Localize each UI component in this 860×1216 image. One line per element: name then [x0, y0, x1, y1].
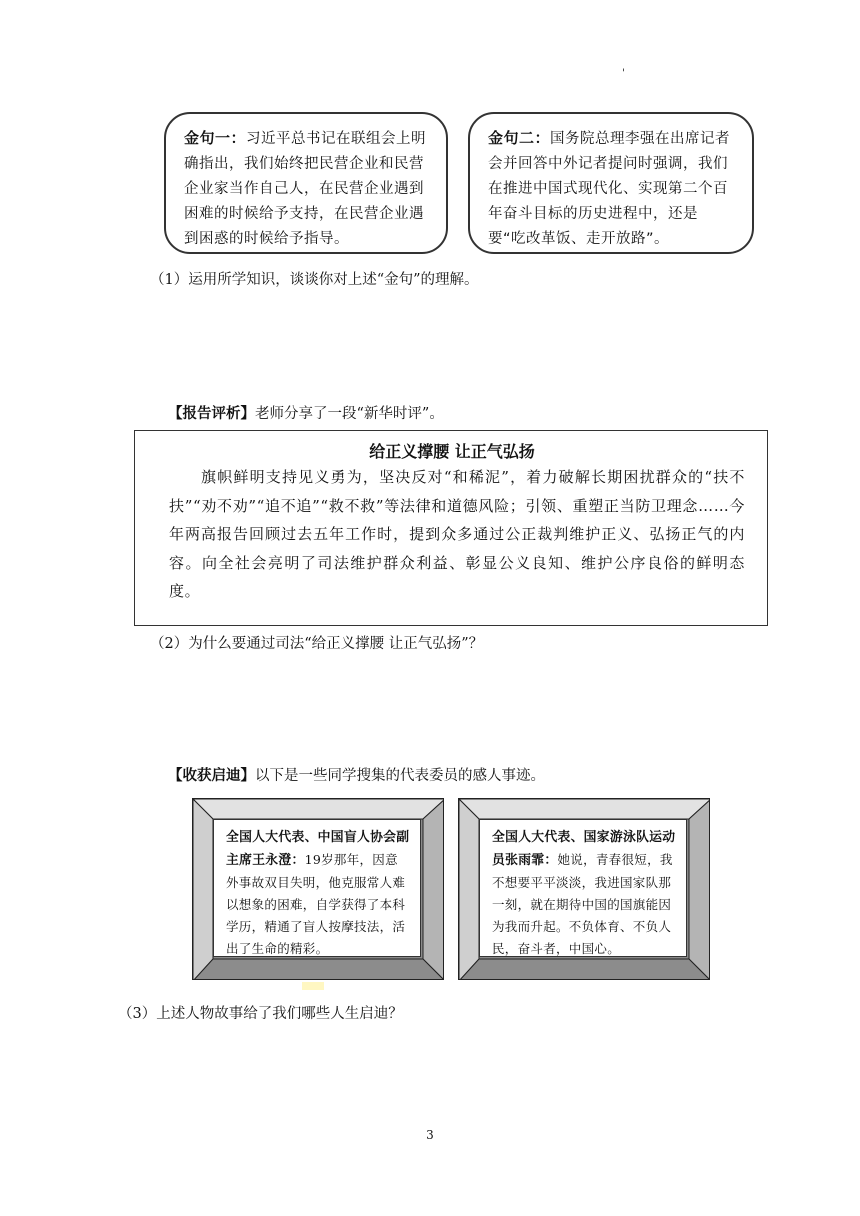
question-3: （3）上述人物故事给了我们哪些人生启迪？: [118, 1006, 403, 1022]
quote-label: 金句二：: [488, 129, 551, 147]
story-title: 全国人大代表、国家游泳队运动员张雨霏：: [492, 830, 676, 868]
news-title: 给正义撑腰 让正气弘扬: [369, 442, 535, 461]
story-frame-2: [458, 798, 710, 980]
question-1: （1）运用所学知识，谈谈你对上述“金句”的理解。: [150, 272, 479, 288]
story-text-panel: [479, 819, 687, 957]
highlight-mark: [302, 982, 324, 990]
section-text: 老师分享了一段“新华时评”。: [255, 406, 444, 422]
section-tag: 【报告评析】: [168, 406, 255, 422]
section-text: 以下是一些同学搜集的代表委员的感人事迹。: [255, 768, 545, 784]
question-2: （2）为什么要通过司法“给正义撑腰 让正气弘扬”？: [150, 636, 484, 652]
quote-box-1: [164, 112, 448, 254]
section-inspiration: [168, 764, 545, 785]
story-title: 全国人大代表、中国盲人协会副主席王永澄：: [226, 830, 410, 868]
news-body: 旗帜鲜明支持见义勇为，坚决反对“和稀泥”，着力破解长期困扰群众的“扶不扶”“劝不劝”“追不追”“救不救”等法律和道德风险；引领、重塑正当防卫理念……今年两高报告回顾过去五年工作时，提到众多通过公正裁判维护正义、弘扬正气的内容。向全社会亮明了司法维护群众利益、彰显公义良知、维护公序良俗的鲜明态度。: [169, 468, 745, 600]
story-text: 19岁那年，因意外事故双目失明，他克服常人难以想象的困难，自学获得了本科学历，精通了盲人按摩技法，活出了生命的精彩。: [226, 852, 406, 956]
top-mark: ': [622, 68, 625, 79]
story-text: 她说，青春很短，我不想要平平淡淡，我进国家队那一刻，就在期待中国的国旗能因为我而升起。不负体育、不负人民，奋斗者，中国心。: [492, 852, 673, 956]
story-text-panel: [213, 819, 421, 957]
quote-text: 习近平总书记在联组会上明确指出，我们始终把民营企业和民营企业家当作自己人，在民营企业遇到困难的时候给予支持，在民营企业遇到困惑的时候给予指导。: [184, 131, 427, 247]
quote-label: 金句一：: [184, 129, 247, 147]
section-tag: 【收获启迪】: [168, 768, 255, 784]
quote-text: 国务院总理李强在出席记者会并回答中外记者提问时强调，我们在推进中国式现代化、实现第二个百年奋斗目标的历史进程中，还是要“吃改革饭、走开放路”。: [488, 131, 731, 247]
section-report-review: [168, 402, 444, 423]
page-number: 3: [426, 1128, 434, 1142]
quote-box-2: [468, 112, 754, 254]
news-box: [134, 430, 768, 626]
story-frame-1: [192, 798, 444, 980]
